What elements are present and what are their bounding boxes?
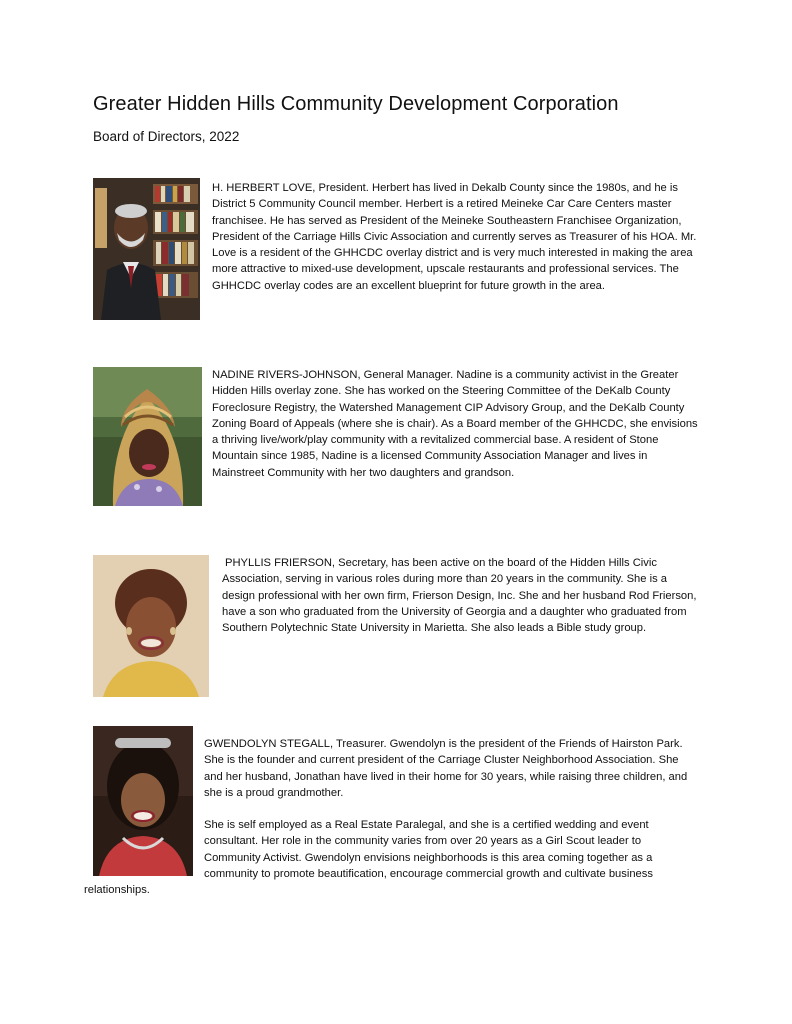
- bio-gwendolyn-stegall-continued: She is self employed as a Real Estate Paralegal, and she is a certified wedding and event consultant. Her role in the community varies from over 20 years as a Girl Scout leader to Community Activist. Gwendolyn envisions neighborhoods is this area coming together as a community to promote beautification, encourage commercial growth and cultivate business: [204, 819, 653, 880]
- photo-nadine-rivers-johnson: [93, 367, 202, 506]
- photo-phyllis-frierson: [93, 555, 209, 697]
- photo-herbert-love: [93, 178, 200, 320]
- page-title: Greater Hidden Hills Community Development Corporation: [93, 93, 619, 115]
- photo-gwendolyn-stegall: [93, 726, 193, 876]
- bio-nadine-rivers-johnson: NADINE RIVERS-JOHNSON, General Manager. Nadine is a community activist in the Greater Hidden Hills overlay zone. She has worked on the Steering Committee of the DeKalb County Foreclosure Registry, the Watershed Management CIP Advisory Group, and the DeKalb County Zoning Board of Appeals (where she is chair). As a Board member of the GHHCDC, she envisions a thriving live/work/play community with a revitalized commercial base. A resident of Stone Mountain since 1985, Nadine is a licensed Community Association Manager and lives in Mainstreet Community with her two daughters and grandson.: [212, 369, 698, 479]
- bio-gwendolyn-stegall-tail: relationships.: [84, 884, 150, 896]
- bio-phyllis-frierson: PHYLLIS FRIERSON, Secretary, has been active on the board of the Hidden Hills Civic Association, serving in various roles during more than 20 years in the community. She is a design professional with her own firm, Frierson Design, Inc. She and her husband Rod Frierson, have a son who graduated from the University of Georgia and a daughter who graduated from Southern Polytechnic State University in Marietta. She also leads a Bible study group.: [222, 557, 697, 635]
- page-subtitle: Board of Directors, 2022: [93, 129, 240, 144]
- bio-gwendolyn-stegall: GWENDOLYN STEGALL, Treasurer. Gwendolyn is the president of the Friends of Hairston Park. She is the founder and current president of the Carriage Cluster Neighborhood Association. She and her husband, Jonathan have lived in their home for 30 years, while raising three children, and she is a proud grandmother.: [204, 738, 688, 799]
- bio-herbert-love: H. HERBERT LOVE, President. Herbert has lived in Dekalb County since the 1980s, and he is District 5 Community Council member. Herbert is a retired Meineke Car Care Centers master franchisee. He has served as President of the Meineke Southeastern Franchisee Organization, President of the Carriage Hills Civic Association and currently serves as Treasurer of his HOA. Mr. Love is a resident of the GHHCDC overlay district and is very much interested in making the area more attractive to mixed-use development, upscale restaurants and professional services. The GHHCDC overlay codes are an excellent blueprint for future growth in the area.: [212, 182, 697, 292]
